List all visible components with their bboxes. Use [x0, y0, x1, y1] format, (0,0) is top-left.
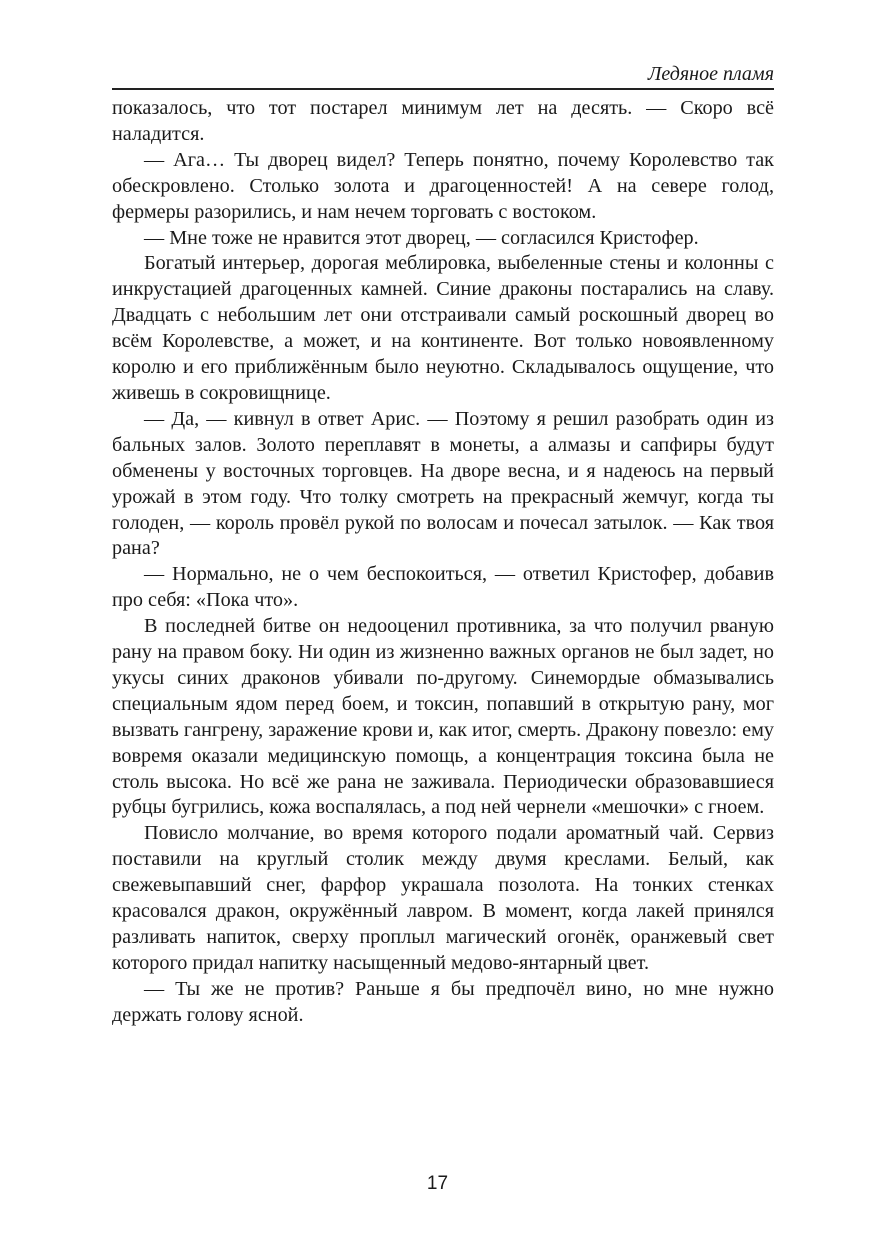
paragraph: — Да, — кивнул в ответ Арис. — Поэтому я решил разобрать один из бальных залов. Золото переплавят в монеты, а алмазы и сапфиры будут обменены у восточных торговцев. На дворе весна, и я надеюсь на первый урожай в этом году. Что толку смотреть на прекрасный жемчуг, когда ты голоден, — король провёл рукой по волосам и почесал затылок. — Как твоя рана?: [112, 407, 774, 560]
running-header: [112, 62, 774, 90]
paragraph: Богатый интерьер, дорогая меблировка, выбеленные стены и колонны с инкрустацией драгоценных камней. Синие драконы постарались на славу. Двадцать с небольшим лет они отстраивали самый роскошный дворец во всём Королевстве, а может, и на континенте. Вот только новоявленному королю и его приближённым было неуютно. Складывалось ощущение, что живешь в сокровищнице.: [112, 252, 774, 404]
paragraph: — Нормально, не о чем беспокоиться, — ответил Кристофер, добавив про себя: «Пока что».: [112, 563, 774, 612]
paragraph: — Ты же не против? Раньше я бы предпочёл вино, но мне нужно держать голову ясной.: [112, 977, 774, 1026]
paragraph: В последней битве он недооценил противника, за что получил рваную рану на правом боку. Ни один из жизненно важных органов не был задет, но укусы синих драконов убивали по-другому. Синемордые обмазывались специальным ядом перед боем, и токсин, попавший в открытую рану, мог вызвать гангрену, заражение крови и, как итог, смерть. Дракону повезло: ему вовремя оказали медицинскую помощь, а концентрация токсина была не столь высока. Но всё же рана не заживала. Периодически образовавшиеся рубцы бугрились, кожа воспалялась, а под ней чернели «мешочки» с гноем.: [112, 615, 775, 819]
paragraph: — Ага… Ты дворец видел? Теперь понятно, почему Королевство так обескровлено. Столько золота и драгоценностей! А на севере голод, фермеры разорились, и нам нечем торговать с востоком.: [112, 148, 774, 223]
paragraph: Повисло молчание, во время которого подали ароматный чай. Сервиз поставили на круглый столик между двумя креслами. Белый, как свежевыпавший снег, фарфор украшала позолота. На тонких стенках красовался дракон, окружённый лавром. В момент, когда лакей принялся разливать напиток, сверху проплыл магический огонёк, оранжевый свет которого придал напитку насыщенный медово-янтарный цвет.: [112, 822, 774, 974]
paragraph: — Мне тоже не нравится этот дворец, — согласился Кристофер.: [144, 226, 699, 249]
paragraph: показалось, что тот постарел минимум лет на десять. — Скоро всё наладится.: [112, 97, 774, 145]
running-title: Ледяное пламя: [647, 63, 774, 85]
page-body: [112, 96, 774, 1029]
page-number: 17: [426, 1173, 449, 1194]
